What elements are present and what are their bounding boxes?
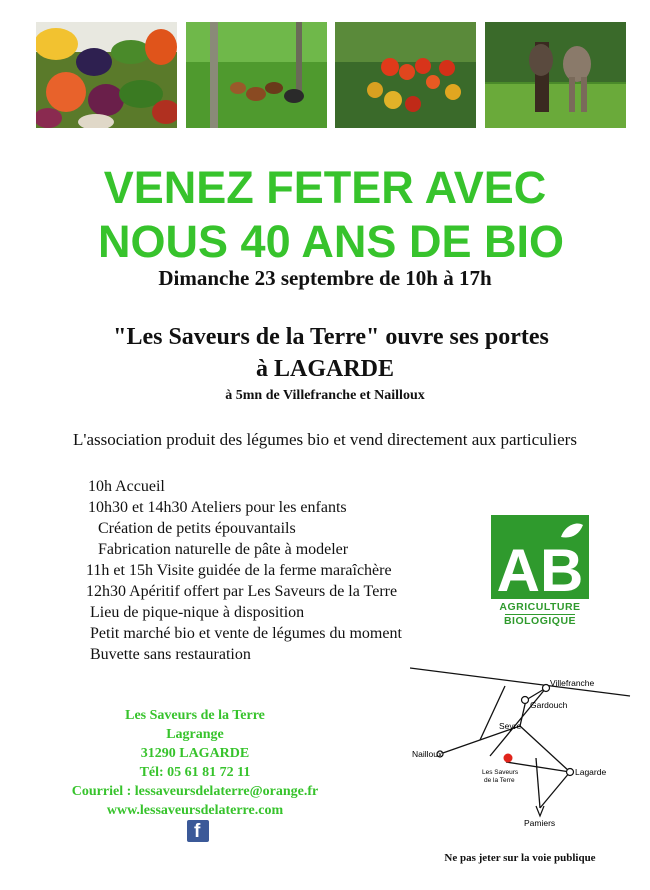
map-label-seyre: Seyre	[499, 721, 522, 731]
farm-marker-icon	[504, 754, 513, 763]
contact-email[interactable]: Courriel : lessaveursdelaterre@orange.fr	[71, 784, 319, 799]
facebook-icon[interactable]: f	[187, 820, 209, 842]
title-line-2: à LAGARDE	[255, 356, 394, 382]
headline-line-2: NOUS 40 ANS DE BIO	[98, 216, 564, 267]
map-label-farm-2: de la Terre	[484, 777, 515, 784]
program-item: 10h30 et 14h30 Ateliers pour les enfants	[88, 499, 347, 516]
association-description: L'association produit des légumes bio et vend directement aux particuliers	[73, 430, 577, 449]
ab-line-2: BIOLOGIQUE	[503, 615, 577, 627]
contact-block	[40, 706, 350, 820]
ab-logo-box	[491, 515, 589, 599]
vegetables-photo	[36, 22, 177, 128]
map-label-nailloux: Nailloux	[412, 749, 443, 759]
program-item: 10h Accueil	[88, 478, 165, 495]
location-map	[410, 660, 650, 835]
photo-strip	[36, 22, 626, 128]
donkeys-photo	[485, 22, 626, 128]
contact-place: Lagrange	[166, 727, 224, 742]
program-item: 11h et 15h Visite guidée de la ferme maraîchère	[86, 562, 392, 579]
contact-city: 31290 LAGARDE	[140, 746, 250, 761]
chickens-photo	[186, 22, 327, 128]
program-item: Petit marché bio et vente de légumes du moment	[90, 625, 402, 642]
contact-name: Les Saveurs de la Terre	[125, 708, 265, 723]
ab-letters-icon	[491, 515, 589, 599]
tomatoes-photo	[335, 22, 476, 128]
program-item: Création de petits épouvantails	[98, 520, 296, 537]
footer-note: Ne pas jeter sur la voie publique	[444, 852, 596, 864]
map-label-farm-1: Les Saveurs	[482, 769, 519, 776]
map-label-gardouch: Gardouch	[530, 700, 568, 710]
map-label-villefranche: Villefranche	[550, 678, 595, 688]
headline-line-1: VENEZ FETER AVEC	[103, 162, 547, 213]
program-item: Lieu de pique-nique à disposition	[90, 604, 305, 621]
event-date: Dimanche 23 septembre de 10h à 17h	[158, 266, 492, 290]
ab-organic-logo	[491, 515, 589, 631]
program-item: 12h30 Apéritif offert par Les Saveurs de la Terre	[86, 583, 398, 600]
contact-website[interactable]: www.lessaveursdelaterre.com	[106, 803, 284, 818]
title-line-1: "Les Saveurs de la Terre" ouvre ses portes	[113, 324, 549, 350]
distance-note: à 5mn de Villefranche et Nailloux	[225, 388, 425, 403]
program-item: Buvette sans restauration	[90, 646, 251, 663]
ab-line-1: AGRICULTURE	[499, 601, 581, 613]
map-label-pamiers: Pamiers	[524, 818, 556, 828]
map-label-lagarde: Lagarde	[575, 767, 607, 777]
ab-logo-text	[491, 601, 589, 628]
contact-phone: Tél: 05 61 81 72 11	[139, 765, 251, 780]
program-item: Fabrication naturelle de pâte à modeler	[98, 541, 349, 558]
ab-letters: AB	[496, 537, 584, 599]
